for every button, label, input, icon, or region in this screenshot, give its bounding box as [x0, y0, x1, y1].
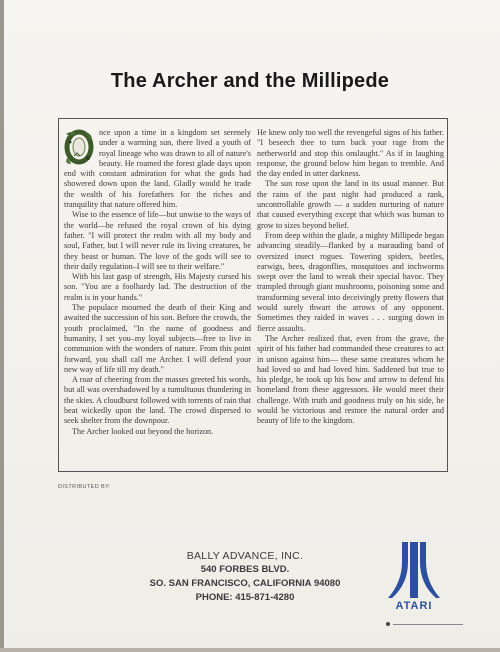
story-opening-text: nce upon a time in a kingdom set serenely under a warming sun, there lived a youth of royal lineage who was drawn to all of nature's beauty. He roamed the forest glade days upon end with constant admiration for what the gods had showered down upon the land. Gladly would he trade the wealth of his forefathers for the riches and tranquility that nature offered him. [64, 128, 251, 210]
atari-fuji-logo-icon [388, 538, 440, 600]
story-paragraph: The sun rose upon the land in its usual manner. But the rains of the past night had produced a rank, uncontrollable growth — a sudden nurturing of nature that caused everything except that which was human to grow to sizes beyond belief. [257, 179, 444, 230]
phone-number: PHONE: 415-871-4280 [195, 592, 295, 603]
page-edge-bottom [0, 648, 500, 652]
page-title: The Archer and the Millipede [110, 70, 390, 92]
street-address: 540 FORBES BLVD. [200, 564, 290, 575]
story-paragraph: The populace mourned the death of their King and awaited the succession of his son. Before the crowds, the youth proclaimed, "In the name of goodness and humanity, I set you–my loyal subjects—free to live in communion with the wonders of nature. From this point forward, you shall call me Archer. I will defend your new way of life till my death." [64, 303, 251, 374]
company-name: BALLY ADVANCE, INC. [186, 550, 304, 562]
city-address: SO. SAN FRANCISCO, CALIFORNIA 94080 [149, 578, 341, 589]
story-paragraph: He knew only too well the revengeful signs of his father. "I beseech thee to turn back your rage from the netherworld and stop this onslaught." As if in laughing response, the ground below him began to tremble. And the day ended in utter darkness. [257, 128, 444, 179]
story-first-paragraph [64, 128, 251, 210]
story-column-left [64, 128, 251, 437]
story-paragraph: The Archer realized that, even from the grave, the spirit of his father had commanded these creatures to act in unison against him— these same creatures whom he had loved so and had loved him. Saddened but true to his pledge, he took up his bow and arrow to defend his homeland from these aggressors. He would meet their challenge. With truth and goodness truly on his side, he would be victorious and restore the natural order and beauty of life to the kingdom. [257, 333, 444, 426]
story-column-right [257, 128, 444, 427]
story-paragraph: The Archer looked out beyond the horizon. [72, 426, 214, 436]
atari-wordmark: ATARI [395, 600, 433, 612]
dropcap-o-icon [62, 128, 96, 166]
warner-fine-print-icon [386, 615, 468, 618]
story-paragraph: From deep within the glade, a mighty Millipede began advancing steadily—flanked by a marauding band of oversized insect rogues. Towering spiders, beetles, earwigs, bees, dragonflies, mosquitoes and inchworms swept over the land to wreak their special havoc. They trampled through giant mushrooms, poisoning some and transforming several into deceivingly pretty flowers that would surely thwart the arrows of any opponent. Sometimes they raided in waves . . . surging down in fierce assaults. [257, 230, 444, 333]
story-paragraph: Wise to the essence of life—but unwise to the ways of the world—he refused the royal crown of his dying father. "I will protect the realm with all my body and soul, Father, but I will never rule its living creatures, be they beast or human. The love of the gods will see to their daily regulation–I will see to their welfare." [64, 210, 251, 271]
distributor-address [120, 549, 370, 605]
page-edge-left [0, 0, 4, 652]
story-paragraph: With his last gasp of strength, His Majesty cursed his son. "You are a foolhardy lad. The destruction of the realm is in your hands." [64, 272, 251, 302]
story-paragraph: A roar of cheering from the masses greeted his words, but all was overshadowed by a tumultuous thundering in the skies. A cloudburst followed with torrents of rain that beat wickedly upon the land. The crowd dispersed to seek shelter from the downpour. [64, 375, 251, 426]
distributed-by-label: DISTRIBUTED BY: [58, 484, 111, 490]
story-box [58, 118, 448, 472]
